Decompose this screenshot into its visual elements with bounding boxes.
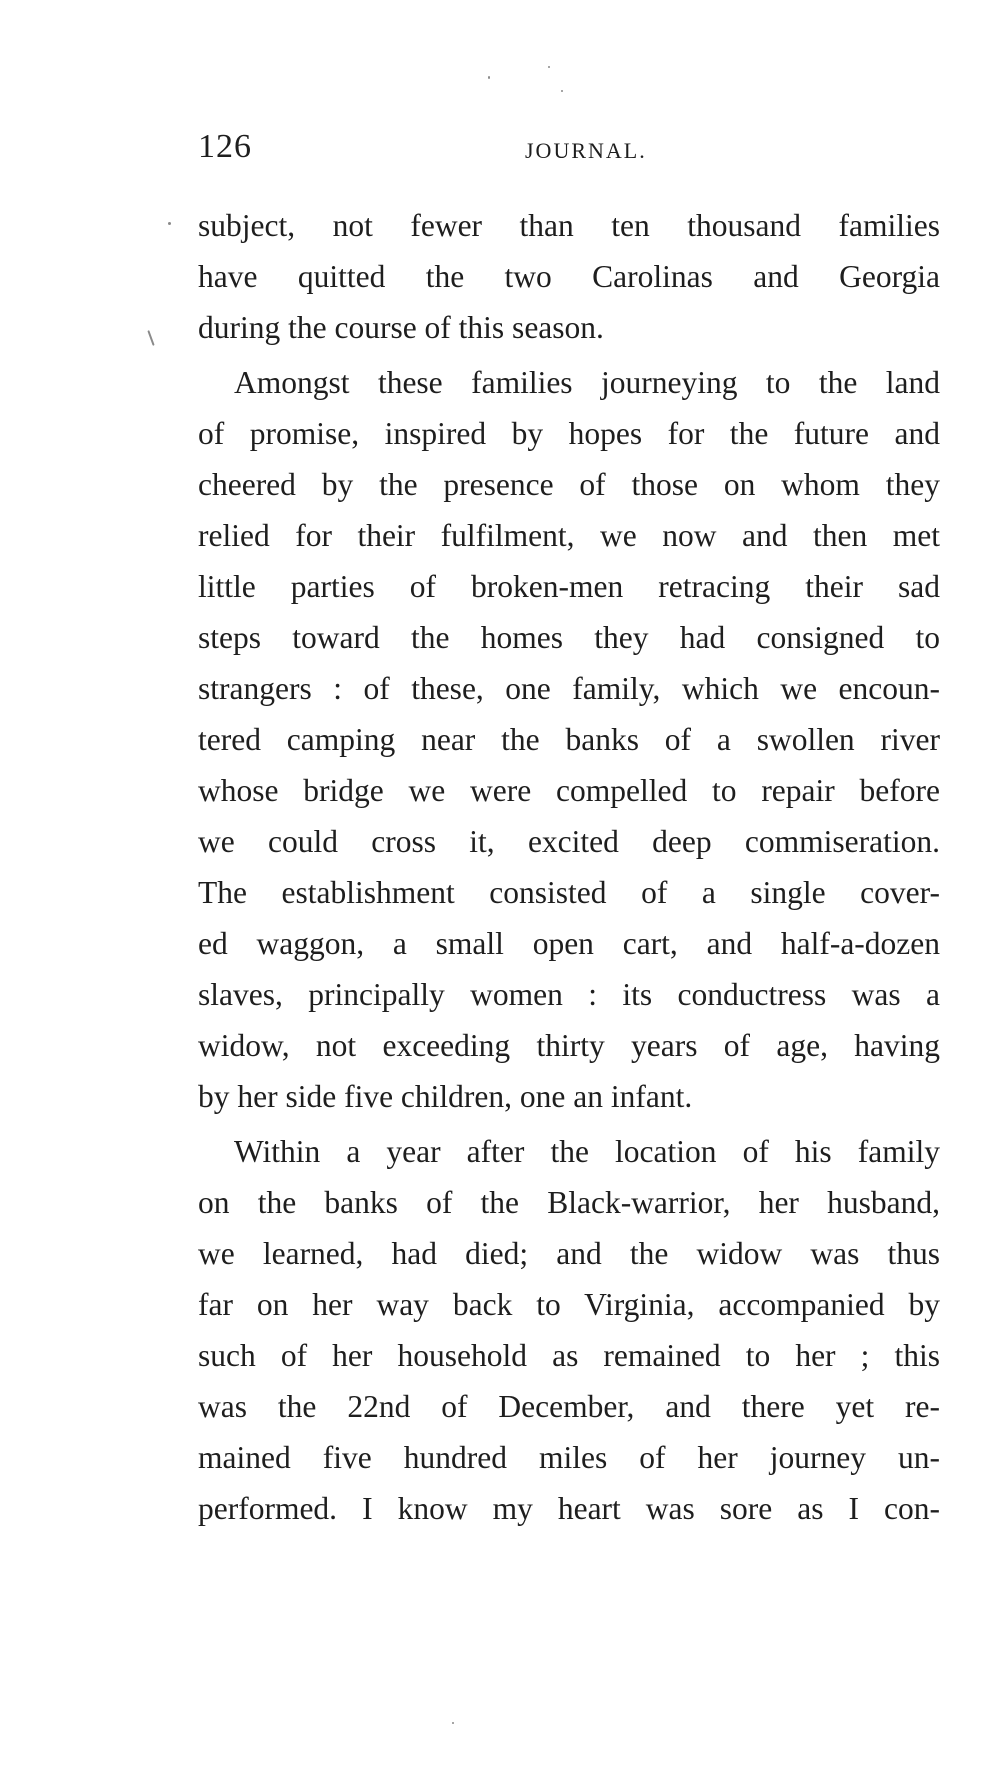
scan-speck [147, 330, 154, 346]
scan-speck [488, 76, 490, 79]
text-line: subject, not fewer than ten thousand families [198, 208, 940, 243]
text-line: widow, not exceeding thirty years of age, having [198, 1028, 940, 1063]
text-line: we could cross it, excited deep commiseration. [198, 824, 940, 859]
text-line: mained five hundred miles of her journey un- [198, 1440, 940, 1475]
paragraph-continuation [198, 200, 940, 353]
paragraph-widow [198, 1126, 940, 1534]
text-line: performed. I know my heart was sore as I con- [198, 1491, 940, 1526]
text-line: far on her way back to Virginia, accompanied by [198, 1287, 940, 1322]
scan-speck [452, 1722, 454, 1724]
text-line: strangers : of these, one family, which we encoun- [198, 671, 940, 706]
text-line: tered camping near the banks of a swollen river [198, 722, 940, 757]
text-line: steps toward the homes they had consigned to [198, 620, 940, 655]
running-title: JOURNAL. [525, 138, 647, 163]
text-line: was the 22nd of December, and there yet re- [198, 1389, 940, 1424]
scan-speck [548, 66, 550, 68]
page-number: 126 [198, 128, 252, 165]
text-line: whose bridge we were compelled to repair before [198, 773, 940, 808]
body-text [198, 200, 940, 1538]
text-line: The establishment consisted of a single cover- [198, 875, 940, 910]
text-line: of promise, inspired by hopes for the future and [198, 416, 940, 451]
paragraph-families [198, 357, 940, 1122]
text-line: we learned, had died; and the widow was thus [198, 1236, 940, 1271]
text-line: such of her household as remained to her ; this [198, 1338, 940, 1373]
page-header [198, 128, 940, 176]
text-line: during the course of this season. [198, 310, 604, 345]
text-line: ed waggon, a small open cart, and half-a-dozen [198, 926, 940, 961]
text-line: Within a year after the location of his family [234, 1134, 940, 1169]
text-line: cheered by the presence of those on whom they [198, 467, 940, 502]
scan-speck [561, 90, 563, 92]
text-line: relied for their fulfilment, we now and then met [198, 518, 940, 553]
text-line: slaves, principally women : its conductress was a [198, 977, 940, 1012]
text-line: by her side five children, one an infant. [198, 1079, 693, 1114]
text-line: have quitted the two Carolinas and Georgia [198, 259, 940, 294]
text-line: little parties of broken-men retracing their sad [198, 569, 940, 604]
scan-speck [168, 222, 171, 225]
text-line: on the banks of the Black-warrior, her husband, [198, 1185, 940, 1220]
text-line: Amongst these families journeying to the land [234, 365, 940, 400]
